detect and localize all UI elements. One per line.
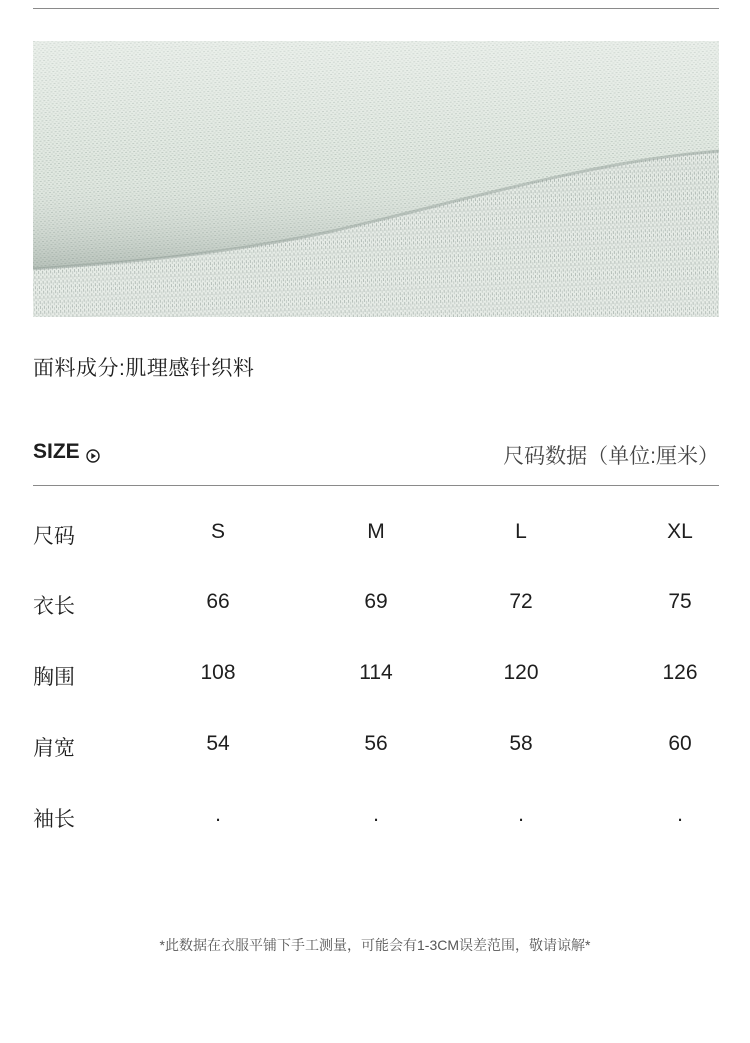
table-row-label: 袖长	[33, 808, 75, 831]
size-title-text: SIZE	[33, 440, 80, 463]
table-cell: .	[677, 803, 683, 826]
table-cell: 54	[206, 732, 230, 755]
table-cell: 58	[509, 732, 533, 755]
table-cell: 108	[200, 661, 236, 684]
size-header-l: L	[515, 520, 527, 543]
table-row-label: 肩宽	[33, 737, 75, 760]
size-header-s: S	[210, 520, 225, 543]
size-unit-note: 尺码数据（单位:厘米）	[503, 445, 719, 468]
fabric-photo	[33, 41, 719, 317]
table-cell: 56	[364, 732, 388, 755]
size-header-m: M	[367, 520, 385, 543]
table-row	[0, 590, 750, 620]
table-row-label: 衣长	[33, 595, 75, 618]
fabric-composition: 面料成分:肌理感针织料	[33, 357, 255, 380]
table-cell: .	[518, 803, 524, 826]
circle-play-icon	[86, 445, 100, 459]
table-row	[0, 661, 750, 691]
table-cell: 75	[668, 590, 692, 613]
table-cell: 72	[509, 590, 533, 613]
size-header-xl: XL	[667, 520, 693, 543]
table-cell: .	[215, 803, 221, 826]
size-table-divider	[33, 485, 719, 486]
table-cell: 126	[662, 661, 698, 684]
table-row	[0, 803, 750, 833]
table-row	[0, 732, 750, 762]
table-header-row	[0, 520, 750, 550]
table-cell: .	[373, 803, 379, 826]
table-row-label: 尺码	[33, 525, 75, 548]
table-cell: 69	[364, 590, 388, 613]
measurement-footnote: *此数据在衣服平铺下手工测量，可能会有1-3CM误差范围，敬请谅解*	[159, 937, 591, 953]
top-divider	[33, 8, 719, 9]
table-cell: 60	[668, 732, 692, 755]
table-cell: 66	[206, 590, 230, 613]
table-cell: 120	[503, 661, 539, 684]
table-cell: 114	[359, 661, 393, 684]
size-title	[33, 440, 100, 464]
table-row-label: 胸围	[33, 666, 75, 689]
